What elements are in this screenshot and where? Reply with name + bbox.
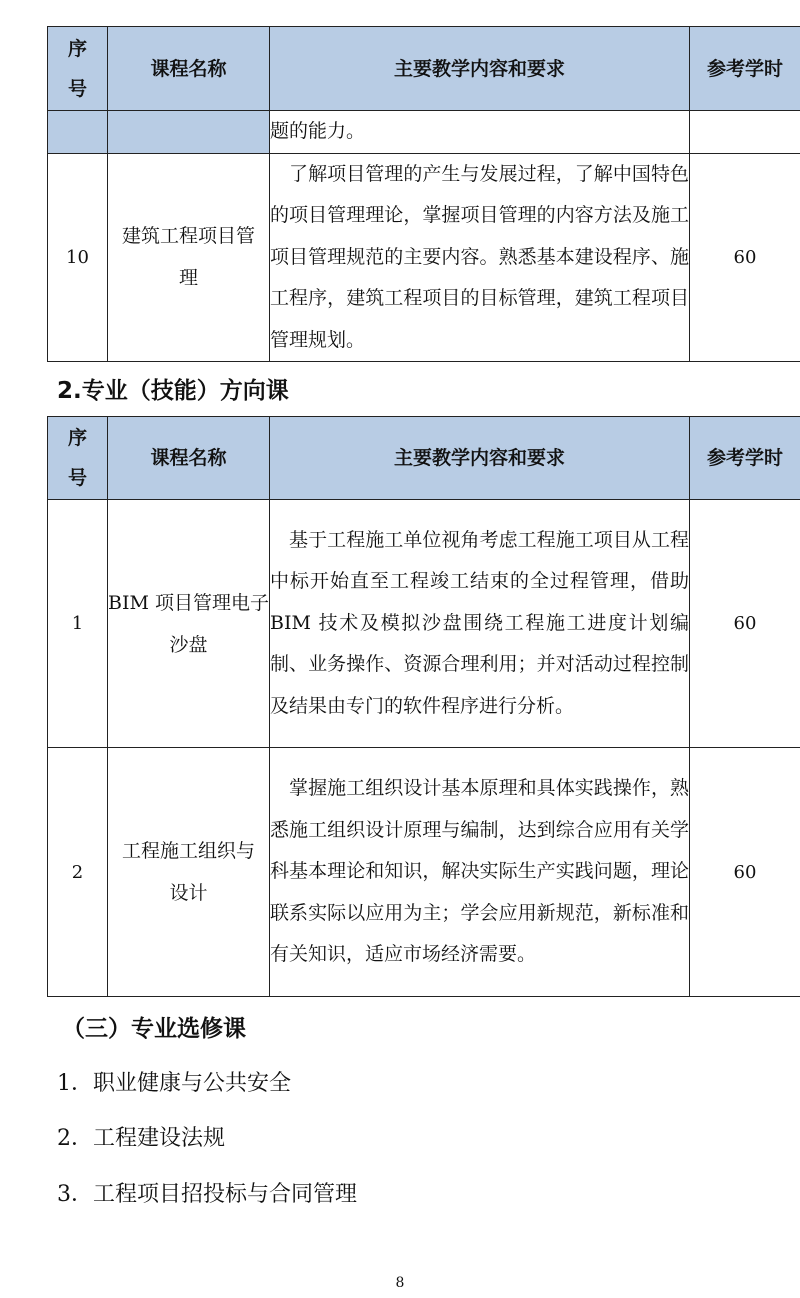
course-table-2 xyxy=(47,416,800,997)
header-hours: 参考学时 xyxy=(690,27,800,111)
continued-name-cell xyxy=(108,111,270,154)
course-content-text: 了解项目管理的产生与发展过程，了解中国特色的项目管理理论，掌握项目管理的内容方法及施工项目管理规范的主要内容。熟悉基本建设程序、施工程序，建筑工程项目的目标管理，建筑工程项目管理规划。 xyxy=(270,162,689,351)
course-content-text: 基于工程施工单位视角考虑工程施工项目从工程中标开始直至工程竣工结束的全过程管理，借助 BIM 技术及模拟沙盘围绕工程施工进度计划编制、业务操作、资源合理利用；并对活动过程控制及结果由专门的软件程序进行分析。 xyxy=(270,528,689,717)
course-table-1 xyxy=(47,26,800,362)
header-num: 序号 xyxy=(48,27,108,111)
table-header-row xyxy=(48,417,800,500)
course-content-text: 掌握施工组织设计基本原理和具体实践操作，熟悉施工组织设计原理与编制，达到综合应用有关学科基本理论和知识，解决实际生产实践问题，理论联系实际以应用为主；学会应用新规范，新标准和有关知识，适应市场经济需要。 xyxy=(270,777,689,966)
header-content: 主要教学内容和要求 xyxy=(270,27,690,111)
continued-num-cell xyxy=(48,111,108,154)
course-hours: 60 xyxy=(690,153,800,362)
header-num: 序号 xyxy=(48,417,108,500)
course-name: 工程施工组织与设计 xyxy=(108,748,270,997)
page-number: 8 xyxy=(395,1275,405,1291)
table-row xyxy=(48,111,800,154)
course-content xyxy=(270,748,690,997)
elective-item: 1．职业健康与公共安全 xyxy=(57,1071,291,1096)
course-num: 1 xyxy=(48,500,108,748)
course-num: 2 xyxy=(48,748,108,997)
course-hours: 60 xyxy=(690,748,800,997)
course-name: 建筑工程项目管理 xyxy=(108,153,270,362)
continued-content-cell: 题的能力。 xyxy=(270,111,690,154)
course-num: 10 xyxy=(48,153,108,362)
course-name: BIM 项目管理电子沙盘 xyxy=(108,500,270,748)
header-content: 主要教学内容和要求 xyxy=(270,417,690,500)
course-content xyxy=(270,153,690,362)
table-row xyxy=(48,153,800,362)
header-name: 课程名称 xyxy=(108,27,270,111)
table-row xyxy=(48,748,800,997)
section-title-2: 2.专业（技能）方向课 xyxy=(57,378,289,404)
table-row xyxy=(48,500,800,748)
header-name: 课程名称 xyxy=(108,417,270,500)
header-hours: 参考学时 xyxy=(690,417,800,500)
elective-item: 3．工程项目招投标与合同管理 xyxy=(57,1182,357,1207)
section-title-3: （三）专业选修课 xyxy=(62,1016,246,1042)
table-header-row xyxy=(48,27,800,111)
elective-item: 2．工程建设法规 xyxy=(57,1126,225,1151)
continued-hours-cell xyxy=(690,111,800,154)
course-hours: 60 xyxy=(690,500,800,748)
course-content xyxy=(270,500,690,748)
